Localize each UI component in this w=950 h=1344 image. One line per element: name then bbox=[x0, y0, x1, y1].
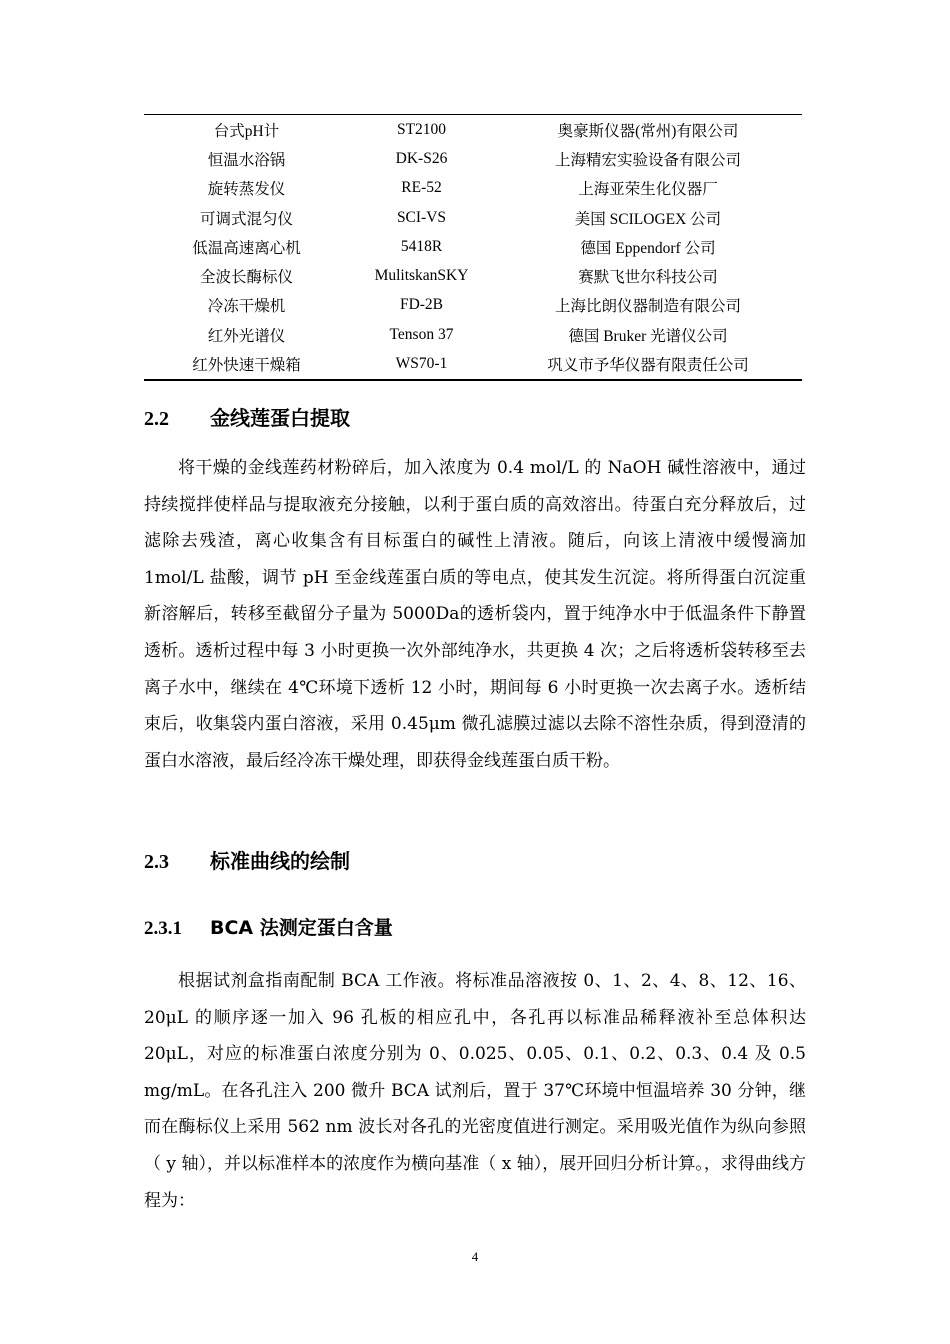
instrument-name-cell: 可调式混匀仪 bbox=[199, 210, 293, 228]
section-heading-2-3-1 bbox=[144, 913, 393, 940]
table-row bbox=[144, 115, 802, 145]
model-cell: RE-52 bbox=[401, 179, 442, 197]
table-row bbox=[144, 320, 802, 349]
table-row bbox=[144, 349, 802, 379]
section-title: 金线莲蛋白提取 bbox=[210, 406, 350, 430]
manufacturer-cell: 奥豪斯仪器(常州)有限公司 bbox=[557, 122, 739, 140]
table-row bbox=[144, 291, 802, 320]
table-row bbox=[144, 203, 802, 232]
section-title: 标准曲线的绘制 bbox=[210, 849, 350, 873]
model-cell: SCI-VS bbox=[396, 208, 447, 226]
model-cell: Tenson 37 bbox=[389, 325, 454, 343]
section-number: 2.3 bbox=[144, 851, 169, 873]
manufacturer-cell: 美国 SCILOGEX 公司 bbox=[574, 210, 722, 228]
model-cell: FD-2B bbox=[399, 296, 444, 314]
section-number: 2.3.1 bbox=[144, 918, 182, 939]
instrument-name-cell: 冷冻干燥机 bbox=[207, 298, 286, 316]
instrument-name-cell: 恒温水浴锅 bbox=[207, 151, 286, 169]
instrument-name-cell: 红外光谱仪 bbox=[207, 327, 286, 345]
table-row bbox=[144, 144, 802, 173]
manufacturer-cell: 巩义市予华仪器有限责任公司 bbox=[547, 357, 749, 375]
paragraph-protein-extraction: 将干燥的金线莲药材粉碎后，加入浓度为 0.4 mol/L 的 NaOH 碱性溶液中，通过持续搅拌使样品与提取液充分接触，以利于蛋白质的高效溶出。待蛋白充分释放后，过滤除去残渣，离心收集含有目标蛋白的碱性上清液。随后，向该上清液中缓慢滴加 1mol/L 盐酸，调节 pH 至金线莲蛋白质的等电点，使其发生沉淀。将所得蛋白沉淀重新溶解后，转移至截留分子量为 5000Da的透析袋内，置于纯净水中于低温条件下静置透析。透析过程中每 3 小时更换一次外部纯净水，共更换 4 次；之后将透析袋转移至去离子水中，继续在 4℃环境下透析 12 小时，期间每 6 小时更换一次去离子水。透析结束后，收集袋内蛋白溶液，采用 0.45μm 微孔滤膜过滤以去除不溶性杂质，得到澄清的蛋白水溶液，最后经冷冻干燥处理，即获得金线莲蛋白质干粉。 bbox=[144, 458, 806, 771]
manufacturer-cell: 赛默飞世尔科技公司 bbox=[578, 269, 718, 287]
equipment-table-body bbox=[144, 115, 802, 380]
manufacturer-cell: 上海比朗仪器制造有限公司 bbox=[554, 298, 741, 316]
section-title: BCA 法测定蛋白含量 bbox=[210, 917, 393, 939]
model-cell: DK-S26 bbox=[395, 149, 448, 167]
table-row bbox=[144, 261, 802, 290]
section-heading-2-3 bbox=[144, 845, 350, 874]
manufacturer-cell: 德国 Bruker 光谱仪公司 bbox=[568, 327, 728, 345]
model-cell: ST2100 bbox=[396, 120, 447, 138]
instrument-name-cell: 台式pH计 bbox=[213, 122, 280, 140]
model-cell: 5418R bbox=[400, 237, 443, 255]
table-row bbox=[144, 232, 802, 261]
manufacturer-cell: 德国 Eppendorf 公司 bbox=[580, 239, 716, 257]
paragraph-bca-method: 根据试剂盒指南配制 BCA 工作液。将标准品溶液按 0、1、2、4、8、12、16、20μL 的顺序逐一加入 96 孔板的相应孔中，各孔再以标准品稀释液补至总体积达 20μL，对应的标准蛋白浓度分别为 0、0.025、0.05、0.1、0.2、0.3、0.4 及 0.5 mg/mL。在各孔注入 200 微升 BCA 试剂后，置于 37℃环境中恒温培养 30 分钟，继而在酶标仪上采用 562 nm 波长对各孔的光密度值进行测定。采用吸光值作为纵向参照（ y 轴），并以标准样本的浓度作为横向基准（ x 轴），展开回归分析计算。，求得曲线方程为： bbox=[144, 971, 806, 1211]
instrument-name-cell: 低温高速离心机 bbox=[192, 239, 301, 257]
instrument-name-cell: 全波长酶标仪 bbox=[199, 269, 293, 287]
equipment-table bbox=[144, 114, 802, 381]
page-number: 4 bbox=[471, 1249, 479, 1264]
model-cell: MulitskanSKY bbox=[374, 267, 469, 285]
manufacturer-cell: 上海精宏实验设备有限公司 bbox=[554, 151, 741, 169]
model-cell: WS70-1 bbox=[395, 355, 448, 373]
section-heading-2-2 bbox=[144, 402, 350, 431]
manufacturer-cell: 上海亚荣生化仪器厂 bbox=[578, 181, 718, 199]
table-row bbox=[144, 174, 802, 203]
section-number: 2.2 bbox=[144, 408, 169, 430]
instrument-name-cell: 红外快速干燥箱 bbox=[192, 357, 301, 375]
instrument-name-cell: 旋转蒸发仪 bbox=[207, 181, 286, 199]
